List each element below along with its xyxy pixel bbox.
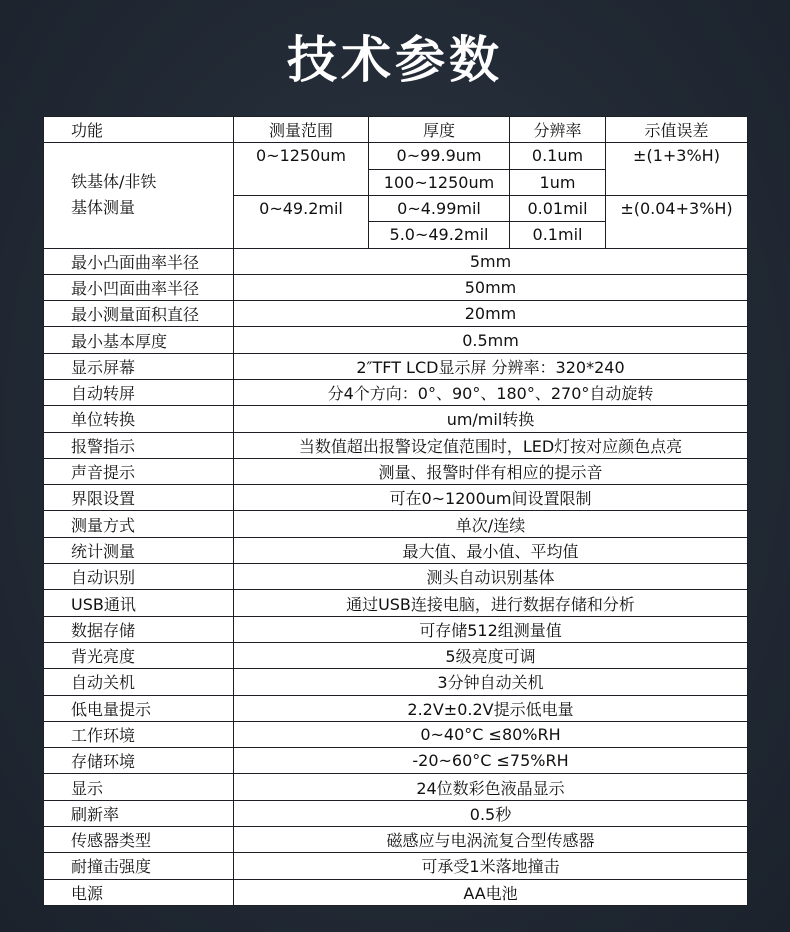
- table-row: [44, 537, 748, 563]
- table-row: [44, 879, 748, 905]
- spec-value: 2″TFT LCD显示屏 分辨率：320*240: [234, 353, 748, 379]
- spec-value: -20~60°C ≤75%RH: [234, 748, 748, 774]
- thickness-cell: 0~4.99mil: [369, 195, 510, 221]
- spec-name: 报警指示: [44, 432, 234, 458]
- spec-value: 测头自动识别基体: [234, 564, 748, 590]
- spec-name: 显示屏幕: [44, 353, 234, 379]
- table-row: [44, 458, 748, 484]
- spec-name: 最小凹面曲率半径: [44, 274, 234, 300]
- table-row: [44, 721, 748, 747]
- range-um: 0~1250um: [234, 143, 369, 196]
- table-row: [44, 301, 748, 327]
- spec-name: 最小凸面曲率半径: [44, 248, 234, 274]
- thickness-cell: 0~99.9um: [369, 143, 510, 169]
- header-thickness: 厚度: [369, 117, 510, 143]
- measure-label: [44, 143, 234, 248]
- table-row: [44, 353, 748, 379]
- spec-value: 当数值超出报警设定值范围时，LED灯按对应颜色点亮: [234, 432, 748, 458]
- table-row: [44, 143, 748, 169]
- spec-value: 可存储512组测量值: [234, 616, 748, 642]
- spec-value: 最大值、最小值、平均值: [234, 537, 748, 563]
- spec-value: 24位数彩色液晶显示: [234, 774, 748, 800]
- spec-value: 分4个方向：0°、90°、180°、270°自动旋转: [234, 379, 748, 405]
- table-row: [44, 432, 748, 458]
- spec-name: 单位转换: [44, 406, 234, 432]
- table-row: [44, 853, 748, 879]
- measure-label-line2: 基体测量: [71, 198, 136, 218]
- resolution-cell: 0.1um: [510, 143, 606, 169]
- spec-value: 50mm: [234, 274, 748, 300]
- header-range: 测量范围: [234, 117, 369, 143]
- resolution-cell: 1um: [510, 169, 606, 195]
- spec-value: 0~40°C ≤80%RH: [234, 721, 748, 747]
- spec-name: 显示: [44, 774, 234, 800]
- resolution-cell: 0.1mil: [510, 222, 606, 248]
- header-function: 功能: [44, 117, 234, 143]
- error-um: ±(1+3%H): [606, 143, 748, 196]
- spec-name: 统计测量: [44, 537, 234, 563]
- spec-name: 测量方式: [44, 511, 234, 537]
- spec-name: 自动识别: [44, 564, 234, 590]
- table-row: [44, 485, 748, 511]
- thickness-cell: 5.0~49.2mil: [369, 222, 510, 248]
- table-row: [44, 564, 748, 590]
- range-mil: 0~49.2mil: [234, 195, 369, 248]
- table-row: [44, 616, 748, 642]
- thickness-cell: 100~1250um: [369, 169, 510, 195]
- resolution-cell: 0.01mil: [510, 195, 606, 221]
- spec-value: 3分钟自动关机: [234, 669, 748, 695]
- spec-name: 数据存储: [44, 616, 234, 642]
- table-row: [44, 248, 748, 274]
- spec-value: 20mm: [234, 301, 748, 327]
- spec-name: 声音提示: [44, 458, 234, 484]
- error-mil: ±(0.04+3%H): [606, 195, 748, 248]
- spec-name: USB通讯: [44, 590, 234, 616]
- table-row: [44, 827, 748, 853]
- spec-name: 最小基本厚度: [44, 327, 234, 353]
- spec-value: 可承受1米落地撞击: [234, 853, 748, 879]
- table-row: [44, 274, 748, 300]
- spec-value: 测量、报警时伴有相应的提示音: [234, 458, 748, 484]
- table-row: [44, 695, 748, 721]
- spec-value: AA电池: [234, 879, 748, 905]
- spec-value: 磁感应与电涡流复合型传感器: [234, 827, 748, 853]
- spec-name: 低电量提示: [44, 695, 234, 721]
- spec-name: 刷新率: [44, 800, 234, 826]
- spec-value: 单次/连续: [234, 511, 748, 537]
- spec-name: 工作环境: [44, 721, 234, 747]
- spec-name: 电源: [44, 879, 234, 905]
- table-row: [44, 379, 748, 405]
- spec-value: 可在0~1200um间设置限制: [234, 485, 748, 511]
- spec-value: 2.2V±0.2V提示低电量: [234, 695, 748, 721]
- spec-name: 界限设置: [44, 485, 234, 511]
- table-row: [44, 406, 748, 432]
- table-row: [44, 327, 748, 353]
- spec-value: um/mil转换: [234, 406, 748, 432]
- spec-value: 通过USB连接电脑，进行数据存储和分析: [234, 590, 748, 616]
- spec-name: 自动关机: [44, 669, 234, 695]
- table-row: [44, 642, 748, 668]
- table-row: [44, 774, 748, 800]
- spec-value: 0.5秒: [234, 800, 748, 826]
- table-row: [44, 748, 748, 774]
- spec-name: 传感器类型: [44, 827, 234, 853]
- spec-value: 5级亮度可调: [234, 642, 748, 668]
- table-row: [44, 511, 748, 537]
- spec-value: 5mm: [234, 248, 748, 274]
- table-row: [44, 590, 748, 616]
- spec-name: 背光亮度: [44, 642, 234, 668]
- measure-label-line1: 铁基体/非铁: [71, 172, 157, 192]
- spec-name: 耐撞击强度: [44, 853, 234, 879]
- spec-table: [43, 116, 748, 906]
- table-row: [44, 669, 748, 695]
- spec-name: 最小测量面积直径: [44, 301, 234, 327]
- spec-value: 0.5mm: [234, 327, 748, 353]
- spec-name: 自动转屏: [44, 379, 234, 405]
- page-title: 技术参数: [287, 31, 503, 89]
- header-resolution: 分辨率: [510, 117, 606, 143]
- header-error: 示值误差: [606, 117, 748, 143]
- table-header-row: [44, 117, 748, 143]
- table-row: [44, 800, 748, 826]
- spec-name: 存储环境: [44, 748, 234, 774]
